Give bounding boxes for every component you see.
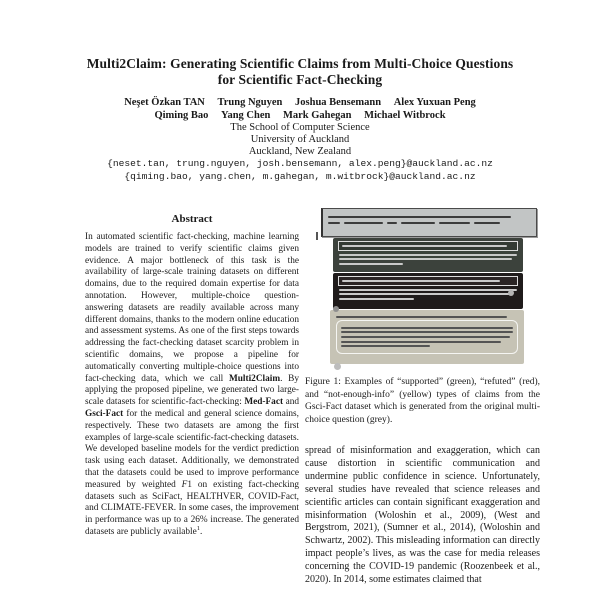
right-column [305, 202, 540, 587]
figure1 [305, 202, 540, 370]
abstract-text [85, 232, 299, 539]
email-line: {qiming.bao, yang.chen, m.gahegan, m.witbrock}@auckland.ac.nz [124, 170, 476, 182]
supported-claim-box [333, 238, 523, 272]
window-notch [316, 232, 318, 240]
affiliation-line: University of Auckland [250, 133, 350, 145]
abstract-bold-term: Gsci-Fact [85, 408, 124, 419]
left-column [85, 213, 299, 539]
question-box [321, 208, 537, 237]
author-name: Neşet Özkan TAN [124, 97, 205, 108]
paper-title-line1: Multi2Claim: Generating Scientific Claims from Multi-Choice Questions [86, 56, 514, 71]
abstract-heading: Abstract [171, 213, 213, 225]
answer-options-row [328, 222, 531, 224]
refuted-claim-box [333, 273, 523, 309]
author-list-line2 [0, 110, 600, 123]
bubble-tail [333, 306, 339, 312]
supported-claim-sentence [338, 241, 518, 251]
footnote-marker: 1 [196, 524, 201, 532]
author-name: Mark Gahegan [282, 109, 352, 121]
author-name: Michael Witbrock [364, 109, 446, 121]
author-name: Joshua Bensemann [295, 97, 382, 108]
bubble-tail [334, 363, 341, 370]
abstract-segment: . By applying the proposed pipeline, we generated two large-scale datasets for scientific-fact-checking: [85, 373, 300, 408]
affiliation-line: Auckland, New Zealand [248, 145, 352, 157]
figure1-caption: Figure 1: Examples of “supported” (green), “refuted” (red), and “not-enough-info” (yellow) types of claims from the Gsci-Fact dataset which is generated from the original multi-choice question (grey). [305, 377, 540, 425]
abstract-bold-term: Multi2Claim [228, 373, 281, 384]
email-line: {neset.tan, trung.nguyen, josh.bensemann, alex.peng}@auckland.ac.nz [107, 158, 493, 170]
author-name: Qiming Bao [154, 109, 209, 121]
affiliation-line: The School of Computer Science [230, 122, 370, 133]
abstract-italic-term: F [181, 479, 188, 490]
author-name: Alex Yuxuan Peng [393, 97, 476, 108]
abstract-bold-term: Med-Fact [244, 397, 284, 408]
abstract-segment: In automated scientific fact-checking, machine learning models are trained to verify scientific claims given evidence. A major bottleneck of this task is the availability of large-scale training datasets on different domains, due to the required domain expertise for data annotation. However, multiple-choice question-answering datasets are readily available across many different domains, thanks to the modern online education and assessment systems. As one of the first steps towards addressing the fact-checking dataset scarcity problem in scientific domains, we propose a pipeline for automatically converting multiple-choice questions into fact-checking data, which we call [85, 232, 299, 384]
intro-paragraph: spread of misinformation and exaggeration, which can cause distortion in scientific communication and undermine public confidence in science. Unfortunately, several studies have revealed that science releases and scientific articles can contain significant exaggeration and misinformation (Woloshin et al., 2009), (West and Bergstrom, 2021), (Sumner et al., 2014), (Woloshin and Schwartz, 2002). This misleading information can directly impact people’s lives, as was the case for media releases concerning the COVID-19 pandemic (Roozenbeek et al., 2020). In 2014, some estimates claimed that [305, 445, 540, 586]
author-name: Trung Nguyen [217, 97, 283, 108]
abstract-segment: 1 on existing fact-checking datasets such as SciFact, HEALTHVER, COVID-Fact, and CLIMATE-FEVER. In some cases, the improvement in performance was up to a 26% increase. The generated datasets are publicly available [85, 479, 299, 537]
abstract-segment: and [283, 397, 300, 408]
bubble-tail [508, 290, 514, 296]
paper-title-line2: for Scientific Fact-Checking [217, 72, 383, 87]
abstract-segment: . [200, 526, 203, 537]
nei-claim-sentence [336, 320, 518, 354]
paper-header [0, 56, 600, 183]
author-name: Yang Chen [221, 109, 271, 121]
author-list-line1 [0, 97, 600, 110]
nei-claim-box [330, 310, 524, 364]
text-line-placeholder [328, 216, 511, 218]
refuted-claim-sentence [338, 276, 518, 286]
abstract-segment: for the medical and general science domains, respectively. These two datasets are among the first examples of large-scale scientific-fact-checking datasets. We developed baseline models for the verdict prediction task using each dataset. Additionally, we demonstrated that the datasets could be used to improve performance measured by weighted [85, 408, 299, 490]
